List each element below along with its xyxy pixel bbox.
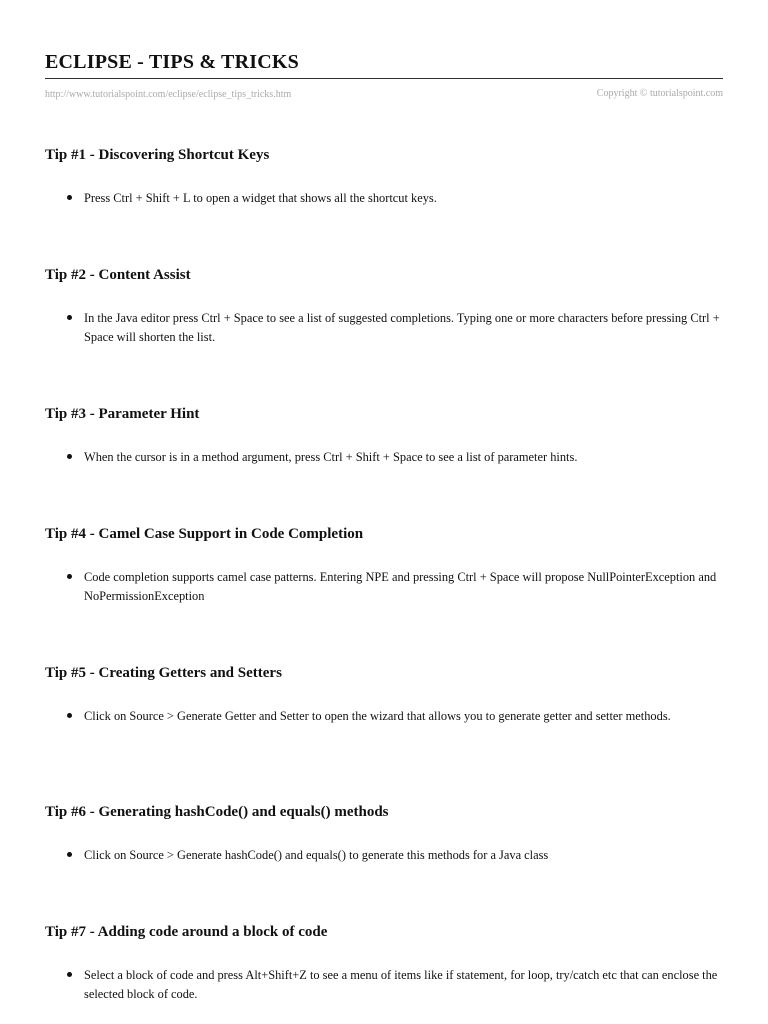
tip-7-text: Select a block of code and press Alt+Shift+Z to see a menu of items like if statement, for loop, try/catch etc that can enclose the selected block of code. xyxy=(84,968,718,1001)
bullet-icon xyxy=(67,852,72,857)
tip-2-text: In the Java editor press Ctrl + Space to see a list of suggested completions. Typing one or more characters before pressing Ctrl + Space will shorten the list. xyxy=(84,311,720,344)
tip-1-list xyxy=(45,189,723,208)
bullet-icon xyxy=(67,315,72,320)
bullet-icon xyxy=(67,972,72,977)
tip-5-text: Click on Source > Generate Getter and Setter to open the wizard that allows you to generate getter and setter methods. xyxy=(84,709,671,723)
source-url-link[interactable]: http://www.tutorialspoint.com/eclipse/eclipse_tips_tricks.htm xyxy=(45,89,292,100)
copyright-notice: Copyright © tutorialspoint.com xyxy=(596,88,723,99)
page-title: ECLIPSE - TIPS & TRICKS xyxy=(45,51,299,73)
tip-7-item xyxy=(45,966,723,1004)
tip-1-section xyxy=(45,145,723,208)
tip-4-text: Code completion supports camel case patterns. Entering NPE and pressing Ctrl + Space will propose NullPointerException and NoPermissionException xyxy=(84,570,717,603)
bullet-icon xyxy=(67,713,72,718)
tip-5-list xyxy=(45,707,723,726)
tip-6-section xyxy=(45,802,723,865)
tip-6-item xyxy=(45,846,723,865)
tip-4-heading: Tip #4 - Camel Case Support in Code Completion xyxy=(45,526,364,542)
tip-1-item xyxy=(45,189,723,208)
title-divider xyxy=(45,78,723,79)
tip-7-heading: Tip #7 - Adding code around a block of code xyxy=(45,924,328,940)
tip-7-list xyxy=(45,966,723,1004)
tip-1-heading: Tip #1 - Discovering Shortcut Keys xyxy=(45,147,270,163)
document-page xyxy=(45,0,723,1024)
bullet-icon xyxy=(67,454,72,459)
tip-5-item xyxy=(45,707,723,726)
tip-6-text: Click on Source > Generate hashCode() and equals() to generate this methods for a Java class xyxy=(84,848,549,862)
tip-2-section xyxy=(45,265,723,347)
tip-5-section xyxy=(45,663,723,726)
tip-3-text: When the cursor is in a method argument, press Ctrl + Shift + Space to see a list of parameter hints. xyxy=(84,450,578,464)
tip-3-list xyxy=(45,448,723,467)
tip-3-section xyxy=(45,404,723,467)
tip-2-heading: Tip #2 - Content Assist xyxy=(45,267,191,283)
bullet-icon xyxy=(67,574,72,579)
tip-2-list xyxy=(45,309,723,347)
tip-5-heading: Tip #5 - Creating Getters and Setters xyxy=(45,665,282,681)
tip-7-section xyxy=(45,922,723,1004)
bullet-icon xyxy=(67,195,72,200)
tip-2-item xyxy=(45,309,723,347)
tip-3-heading: Tip #3 - Parameter Hint xyxy=(45,406,200,422)
tip-4-list xyxy=(45,568,723,606)
tip-3-item xyxy=(45,448,723,467)
tip-6-list xyxy=(45,846,723,865)
tip-4-section xyxy=(45,524,723,606)
tip-6-heading: Tip #6 - Generating hashCode() and equals() methods xyxy=(45,804,389,820)
tip-1-text: Press Ctrl + Shift + L to open a widget that shows all the shortcut keys. xyxy=(84,191,437,205)
tip-4-item xyxy=(45,568,723,606)
